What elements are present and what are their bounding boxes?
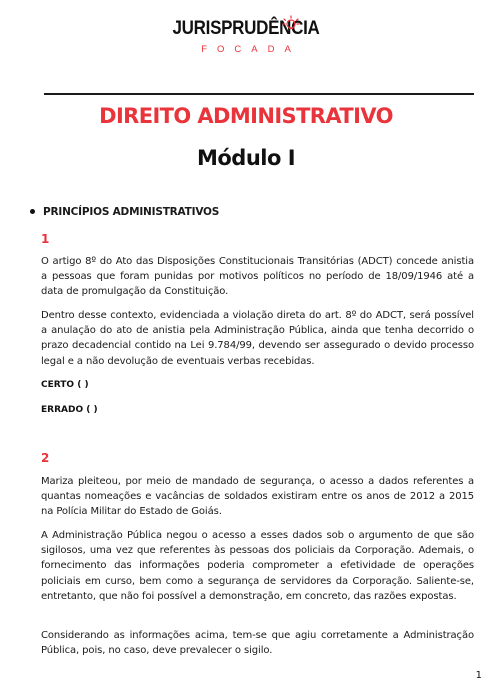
option-errado[interactable]: ERRADO ( ) — [41, 405, 98, 415]
logo-block — [0, 18, 492, 55]
option-certo[interactable]: CERTO ( ) — [41, 380, 89, 390]
page-number: 1 — [475, 670, 482, 681]
question-paragraph: O artigo 8º do Ato das Disposições Constitucionais Transitórias (ADCT) concede anistia a pessoas que foram punidas por motivos políticos no período de 18/09/1946 até a data de promulgação da Constituição. — [41, 256, 474, 298]
question-number: 1 — [41, 232, 50, 246]
lightbulb-icon — [282, 14, 300, 34]
section-heading-text: PRINCÍPIOS ADMINISTRATIVOS — [43, 206, 220, 218]
logo-sub-text: FOCADA — [201, 44, 301, 55]
header-divider — [44, 93, 474, 95]
section-heading — [30, 206, 219, 218]
logo-main-text: JURISPRUDÊNCIA — [172, 16, 320, 39]
document-title: DIREITO ADMINISTRATIVO — [99, 104, 393, 128]
question-paragraph: Mariza pleiteou, por meio de mandado de segurança, o acesso a dados referentes a quantas nomeações e vacâncias de soldados existiram entre os anos de 2012 a 2015 na Polícia Militar do Estado de Goiás. — [41, 476, 474, 518]
question-number: 2 — [41, 451, 50, 465]
question-paragraph: A Administração Pública negou o acesso a esses dados sob o argumento de que são sigilosos, uma vez que referentes às pessoas dos policiais da Corporação. Ademais, o fornecimento das informações poderia comprometer a efetividade de operações policiais em curso, bem como a segurança de servidores da Corporação. Saliente-se, entretanto, que não foi possível a demonstração, em concreto, das razões expostas. — [41, 530, 474, 602]
question-paragraph: Considerando as informações acima, tem-se que agiu corretamente a Administração Pública, pois, no caso, deve prevalecer o sigilo. — [41, 630, 474, 657]
module-title: Módulo I — [196, 146, 296, 170]
question-paragraph: Dentro desse contexto, evidenciada a violação direta do art. 8º do ADCT, será possível a anulação do ato de anistia pela Administração Pública, ainda que tenha decorrido o prazo decadencial contido na Lei 9.784/99, devendo ser assegurado o devido processo legal e a não devolução de eventuais verbas recebidas. — [41, 310, 474, 367]
bullet-icon — [30, 209, 35, 214]
